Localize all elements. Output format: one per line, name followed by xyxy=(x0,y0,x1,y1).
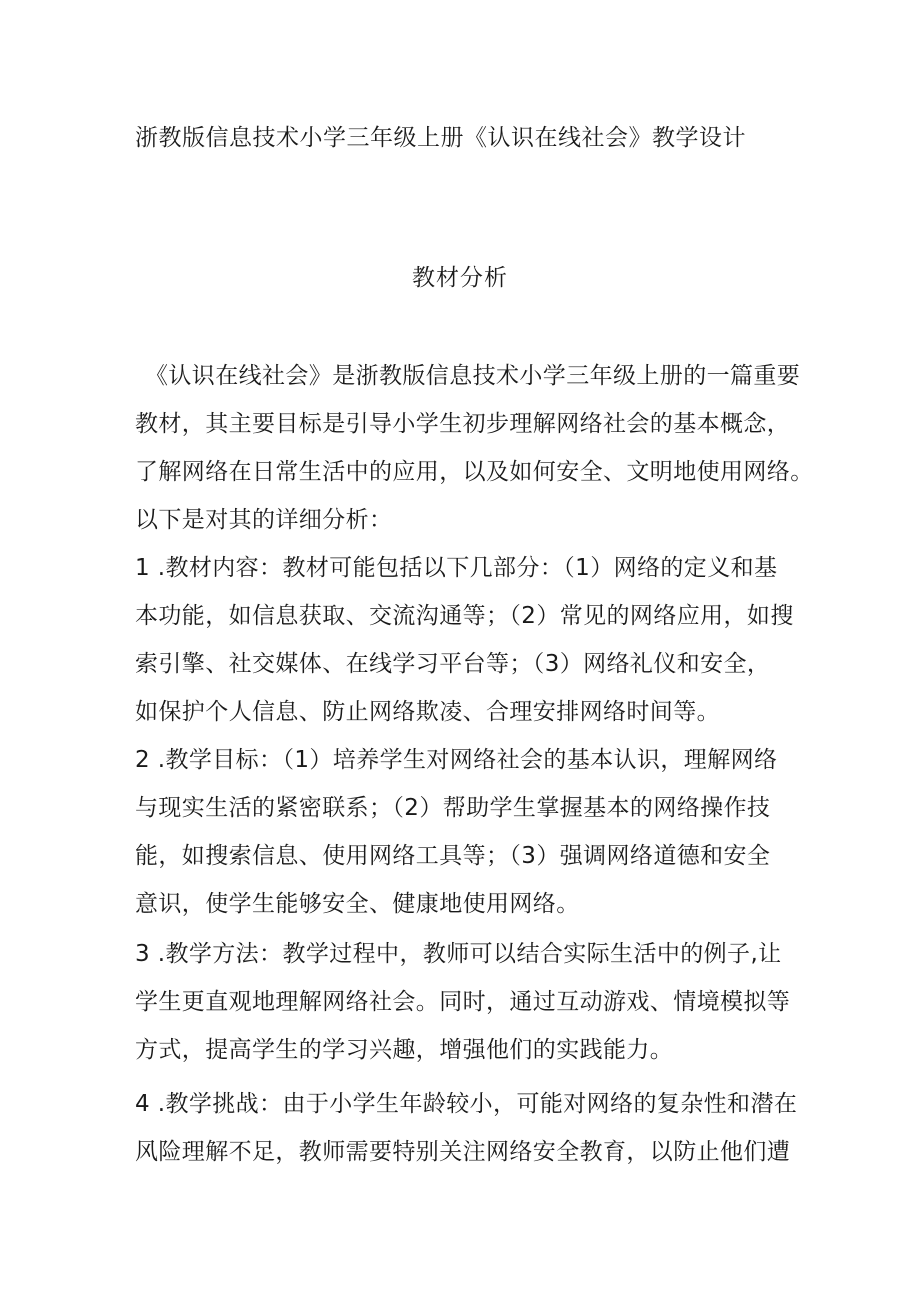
paragraph-line: 3 .教学方法：教学过程中，教师可以结合实际生活中的例子,让 xyxy=(135,941,782,967)
paragraph-line: 1 .教材内容：教材可能包括以下几部分：（1）网络的定义和基 xyxy=(135,555,778,581)
list-item-content xyxy=(135,544,815,736)
document-title: 浙教版信息技术小学三年级上册《认识在线社会》教学设计 xyxy=(135,125,746,151)
paragraph-line: 学生更直观地理解网络社会。同时，通过互动游戏、情境模拟等 xyxy=(135,989,791,1015)
paragraph-line: 方式，提高学生的学习兴趣，增强他们的实践能力。 xyxy=(135,1037,674,1063)
list-item-objectives xyxy=(135,736,815,928)
paragraph-line: 本功能，如信息获取、交流沟通等；（2）常见的网络应用，如搜 xyxy=(135,603,794,629)
paragraph-line: 以下是对其的详细分析： xyxy=(135,507,393,533)
list-item-challenges xyxy=(135,1080,815,1176)
paragraph-line: 4 .教学挑战：由于小学生年龄较小，可能对网络的复杂性和潜在 xyxy=(135,1091,798,1117)
paragraph-line: 索引擎、社交媒体、在线学习平台等；（3）网络礼仪和安全， xyxy=(135,651,771,677)
paragraph-line: 如保护个人信息、防止网络欺凌、合理安排网络时间等。 xyxy=(135,699,720,725)
paragraph-line: 2 .教学目标：（1）培养学生对网络社会的基本认识，理解网络 xyxy=(135,747,778,773)
section-heading: 教材分析 xyxy=(412,265,508,291)
paragraph-line: 与现实生活的紧密联系；（2）帮助学生掌握基本的网络操作技 xyxy=(135,795,771,821)
paragraph-line: 教材，其主要目标是引导小学生初步理解网络社会的基本概念， xyxy=(135,411,791,437)
intro-paragraph xyxy=(135,352,815,544)
paragraph-line: 意识，使学生能够安全、健康地使用网络。 xyxy=(135,891,580,917)
paragraph-line: 了解网络在日常生活中的应用，以及如何安全、文明地使用网络。 xyxy=(135,459,814,485)
paragraph-line: 能，如搜索信息、使用网络工具等；（3）强调网络道德和安全 xyxy=(135,843,771,869)
list-item-methods xyxy=(135,930,815,1074)
paragraph-line: 《认识在线社会》是浙教版信息技术小学三年级上册的一篇重要 xyxy=(145,363,801,389)
paragraph-line: 风险理解不足，教师需要特别关注网络安全教育，以防止他们遭 xyxy=(135,1139,791,1165)
